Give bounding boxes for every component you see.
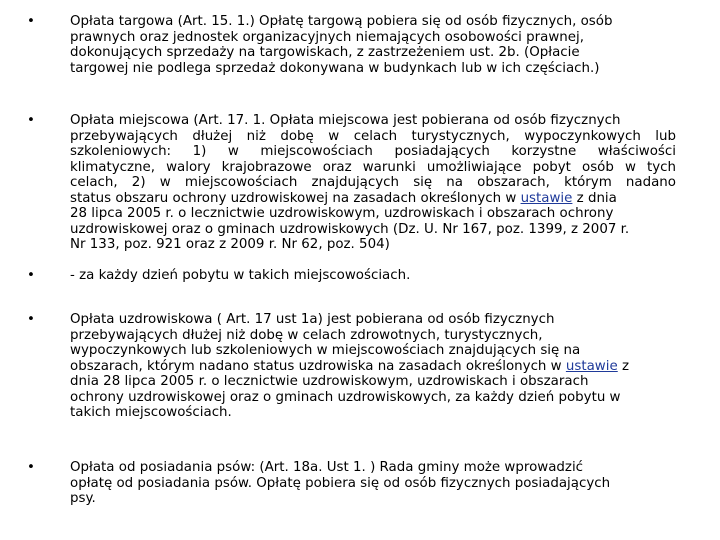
bullet: • (27, 14, 35, 29)
text-line: przebywających dłużej niż dobę w celach turystycznych, wypoczynkowych lub (70, 128, 676, 144)
text-segment: z dnia (572, 190, 617, 206)
text-line: 28 lipca 2005 r. o lecznictwie uzdrowiskowym, uzdrowiskach i obszarach ochrony (70, 206, 614, 221)
text-line: Opłata miejscowa (Art. 17. 1. Opłata miejscowa jest pobierana od osób fizycznych (70, 113, 621, 128)
text-line: klimatyczne, walory krajobrazowe oraz warunki umożliwiające pobyt osób w tych (70, 159, 676, 175)
text-line: - za każdy dzień pobytu w takich miejscowościach. (70, 268, 411, 283)
text-line: opłatę od posiadania psów. Opłatę pobiera się od osób fizycznych posiadających (70, 475, 611, 491)
text-line: Opłata od posiadania psów: (Art. 18a. Ust 1. ) Rada gminy może wprowadzić (70, 460, 584, 475)
text-line: dnia 28 lipca 2005 r. o lecznictwie uzdrowiskowym, uzdrowiskach i obszarach (70, 374, 589, 389)
text-line: psy. (70, 491, 96, 506)
text-segment: status obszaru ochrony uzdrowiskowej na zasadach określonych w (70, 190, 521, 206)
text-line: ochrony uzdrowiskowej oraz o gminach uzdrowiskowych, za każdy dzień pobytu w (70, 389, 621, 405)
item-text (70, 268, 676, 284)
text-line: takich miejscowościach. (70, 405, 232, 420)
text-line-with-link (70, 359, 676, 375)
item-text (70, 312, 676, 421)
text-line: targowej nie podlega sprzedaż dokonywana w budynkach lub w ich częściach.) (70, 60, 600, 76)
text-line: Nr 133, poz. 921 oraz z 2009 r. Nr 62, poz. 504) (70, 237, 390, 252)
text-line: uzdrowiskowej oraz o gminach uzdrowiskowych (Dz. U. Nr 167, poz. 1399, z 2007 r. (70, 221, 630, 237)
text-line: Opłata targowa (Art. 15. 1.) Opłatę targową pobiera się od osób fizycznych, osób (70, 14, 613, 29)
bullet: • (27, 113, 35, 128)
bullet: • (27, 268, 35, 283)
text-line-with-link (70, 191, 676, 207)
item-text (70, 14, 676, 76)
item-text (70, 460, 676, 507)
ustawa-link[interactable]: ustawie (520, 190, 573, 206)
ustawa-link[interactable]: ustawie (565, 358, 618, 374)
bullet: • (27, 312, 35, 327)
text-line: szkoleniowych: 1) w miejscowościach posiadających korzystne właściwości (70, 144, 676, 159)
text-line: wypoczynkowych lub szkoleniowych w miejscowościach znajdujących się na (70, 343, 581, 358)
bullet: • (27, 460, 35, 475)
text-line: przebywających dłużej niż dobę w celach zdrowotnych, turystycznych, (70, 327, 543, 343)
text-line: dokonujących sprzedaży na targowiskach, z zastrzeżeniem ust. 2b. (Opłacie (70, 45, 580, 60)
text-line: prawnych oraz jednostek organizacyjnych niemających osobowości prawnej, (70, 29, 585, 45)
text-segment: z (617, 358, 630, 374)
text-line: celach, 2) w miejscowościach znajdujących się na obszarach, którym nadano (70, 175, 676, 190)
text-segment: obszarach, którym nadano status uzdrowiska na zasadach określonych w (70, 358, 566, 374)
item-text (70, 113, 676, 253)
text-line: Opłata uzdrowiskowa ( Art. 17 ust 1a) jest pobierana od osób fizycznych (70, 312, 555, 327)
